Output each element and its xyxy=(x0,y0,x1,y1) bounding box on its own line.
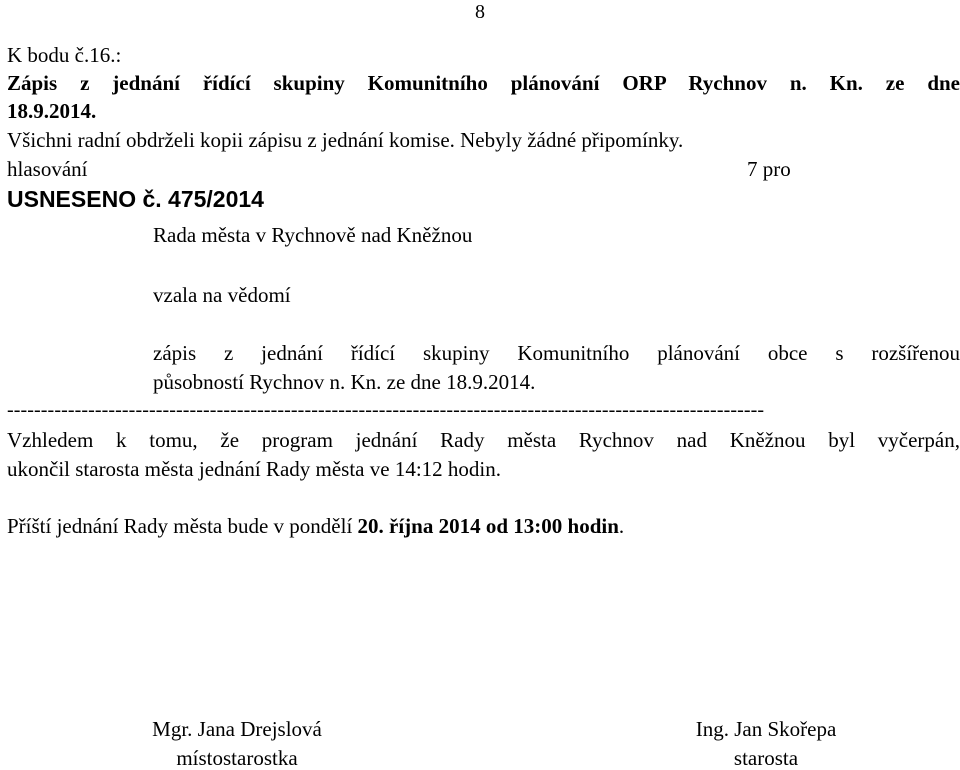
signature-left-name: Mgr. Jana Drejslová xyxy=(152,717,322,741)
agenda-item-label: K bodu č.16.: xyxy=(7,43,122,67)
resolution-text-line1: zápis z jednání řídící skupiny Komunitního plánování obce s rozšířenou xyxy=(153,341,960,365)
resolution-action: vzala na vědomí xyxy=(153,283,291,307)
resolution-heading: USNESENO č. 475/2014 xyxy=(7,186,264,212)
signature-left-role: místostarostka xyxy=(176,746,298,770)
closing-line1: Vzhledem k tomu, že program jednání Rady města Rychnov nad Kněžnou byl vyčerpán, xyxy=(7,428,960,452)
closing-line2: ukončil starosta města jednání Rady města ve 14:12 hodin. xyxy=(7,457,501,481)
next-meeting-prefix: Příští jednání Rady města bude v pondělí xyxy=(7,514,358,538)
resolution-body: Rada města v Rychnově nad Kněžnou xyxy=(153,223,473,247)
agenda-title-line2: 18.9.2014. xyxy=(7,99,97,123)
signature-right-role: starosta xyxy=(733,746,799,770)
next-meeting-suffix: . xyxy=(618,514,625,538)
vote-label: hlasování xyxy=(7,157,88,181)
resolution-text-line2: působností Rychnov n. Kn. ze dne 18.9.2014. xyxy=(153,370,536,394)
page-number: 8 xyxy=(475,1,485,23)
vote-result: 7 pro xyxy=(747,157,791,181)
next-meeting xyxy=(7,516,624,537)
separator: ---------------------------------------------------------------------------------------------------------------- xyxy=(7,399,765,421)
agenda-note: Všichni radní obdrželi kopii zápisu z jednání komise. Nebyly žádné připomínky. xyxy=(7,128,684,152)
agenda-title-line1: Zápis z jednání řídící skupiny Komunitního plánování ORP Rychnov n. Kn. ze dne xyxy=(7,71,960,95)
next-meeting-date: 20. října 2014 od 13:00 hodin xyxy=(357,514,619,538)
signature-right-name: Ing. Jan Skořepa xyxy=(695,717,837,741)
